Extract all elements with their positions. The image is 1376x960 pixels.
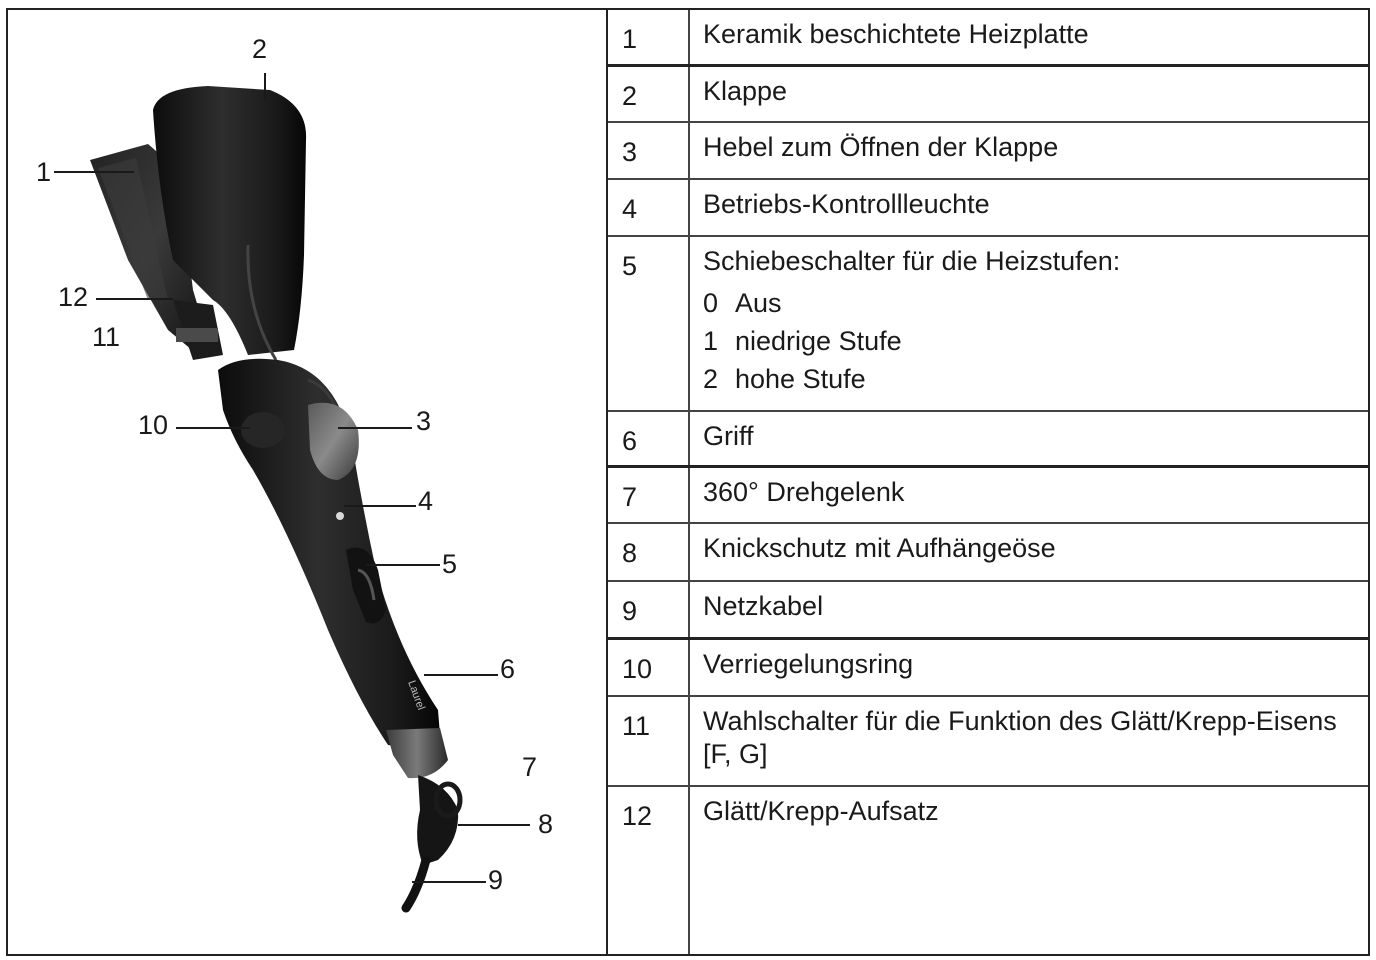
callout-6: 6 bbox=[500, 654, 516, 684]
legend-num-cell bbox=[608, 697, 690, 785]
power-cord bbox=[406, 860, 426, 908]
legend-row bbox=[608, 67, 1368, 123]
heat-level-number: 2 bbox=[703, 364, 719, 394]
swivel-joint bbox=[386, 728, 448, 778]
legend-num: 10 bbox=[622, 654, 653, 684]
legend-num-cell bbox=[608, 640, 690, 695]
legend-num: 8 bbox=[622, 538, 638, 568]
legend-num: 5 bbox=[622, 251, 638, 281]
manual-page bbox=[6, 8, 1370, 956]
legend-num-cell bbox=[608, 123, 690, 178]
legend-cell-heat-levels bbox=[703, 245, 1356, 398]
indicator-light bbox=[336, 512, 344, 520]
legend-num-cell bbox=[608, 180, 690, 235]
legend-num: 4 bbox=[622, 194, 638, 224]
legend-num: 2 bbox=[622, 81, 638, 111]
legend-num: 9 bbox=[622, 596, 638, 626]
legend-num: 12 bbox=[622, 801, 653, 831]
callout-12: 12 bbox=[58, 282, 89, 312]
callout-4: 4 bbox=[418, 486, 434, 516]
legend-num-cell bbox=[608, 582, 690, 637]
legend-num: 1 bbox=[622, 24, 638, 54]
legend-row bbox=[608, 524, 1368, 582]
legend-num: 7 bbox=[622, 482, 638, 512]
legend-row bbox=[608, 640, 1368, 697]
callout-2: 2 bbox=[252, 34, 268, 64]
heat-level-label: hohe Stufe bbox=[735, 364, 866, 394]
legend-num: 11 bbox=[622, 711, 651, 741]
heat-level-label: Aus bbox=[735, 288, 782, 318]
legend-text: Keramik beschichtete Heizplatte bbox=[703, 19, 1089, 49]
legend-text: Klappe bbox=[703, 76, 788, 106]
legend-row bbox=[608, 468, 1368, 524]
brand-mark: Laurel bbox=[405, 678, 427, 712]
legend-num: 6 bbox=[622, 426, 638, 456]
heat-level-number: 1 bbox=[703, 326, 719, 356]
heat-level-item bbox=[703, 284, 1356, 322]
legend-row bbox=[608, 237, 1368, 412]
callout-5: 5 bbox=[442, 549, 458, 579]
legend-text: Wahlschalter für die Funktion des Glätt/Krepp-Eisens [F, G] bbox=[703, 706, 1337, 769]
legend-num: 3 bbox=[622, 137, 638, 167]
heat-level-item bbox=[703, 322, 1356, 360]
callout-8: 8 bbox=[538, 809, 554, 839]
legend-text: Griff bbox=[703, 421, 754, 451]
legend-num-cell bbox=[608, 237, 690, 410]
legend-text: Knickschutz mit Aufhängeöse bbox=[703, 533, 1056, 563]
legend-text: Netzkabel bbox=[703, 591, 824, 621]
legend-row bbox=[608, 180, 1368, 237]
legend-text: 360° Drehgelenk bbox=[703, 477, 905, 507]
callout-11: 11 bbox=[92, 322, 121, 352]
legend-row bbox=[608, 787, 1368, 954]
legend-num-cell bbox=[608, 10, 690, 64]
legend-row bbox=[608, 412, 1368, 468]
heat-level-number: 0 bbox=[703, 288, 719, 318]
legend-row bbox=[608, 582, 1368, 640]
heat-level-label: niedrige Stufe bbox=[735, 326, 902, 356]
legend-num-cell bbox=[608, 524, 690, 580]
legend-row bbox=[608, 10, 1368, 67]
heat-level-item bbox=[703, 360, 1356, 398]
strain-relief bbox=[417, 775, 460, 865]
selector-switch bbox=[176, 328, 218, 342]
legend-num-cell bbox=[608, 412, 690, 465]
legend-row bbox=[608, 123, 1368, 180]
heat-level-list bbox=[703, 284, 1356, 398]
legend-num-cell bbox=[608, 787, 690, 954]
legend-text: Schiebeschalter für die Heizstufen: bbox=[703, 246, 1121, 276]
legend-num-cell bbox=[608, 468, 690, 522]
locking-ring bbox=[241, 412, 285, 448]
callout-3: 3 bbox=[416, 406, 432, 436]
legend-text: Verriegelungsring bbox=[703, 649, 914, 679]
legend-num-cell bbox=[608, 67, 690, 121]
legend-row bbox=[608, 697, 1368, 787]
callout-7: 7 bbox=[522, 752, 538, 782]
callout-10: 10 bbox=[138, 410, 169, 440]
product-figure bbox=[8, 10, 608, 954]
callout-1: 1 bbox=[36, 157, 52, 187]
attachment-block bbox=[173, 300, 223, 360]
legend-text: Glätt/Krepp-Aufsatz bbox=[703, 796, 939, 826]
legend-text: Hebel zum Öffnen der Klappe bbox=[703, 132, 1059, 162]
legend-text: Betriebs-Kontrollleuchte bbox=[703, 189, 990, 219]
hair-iron-illustration bbox=[8, 10, 606, 954]
callout-9: 9 bbox=[488, 865, 504, 895]
